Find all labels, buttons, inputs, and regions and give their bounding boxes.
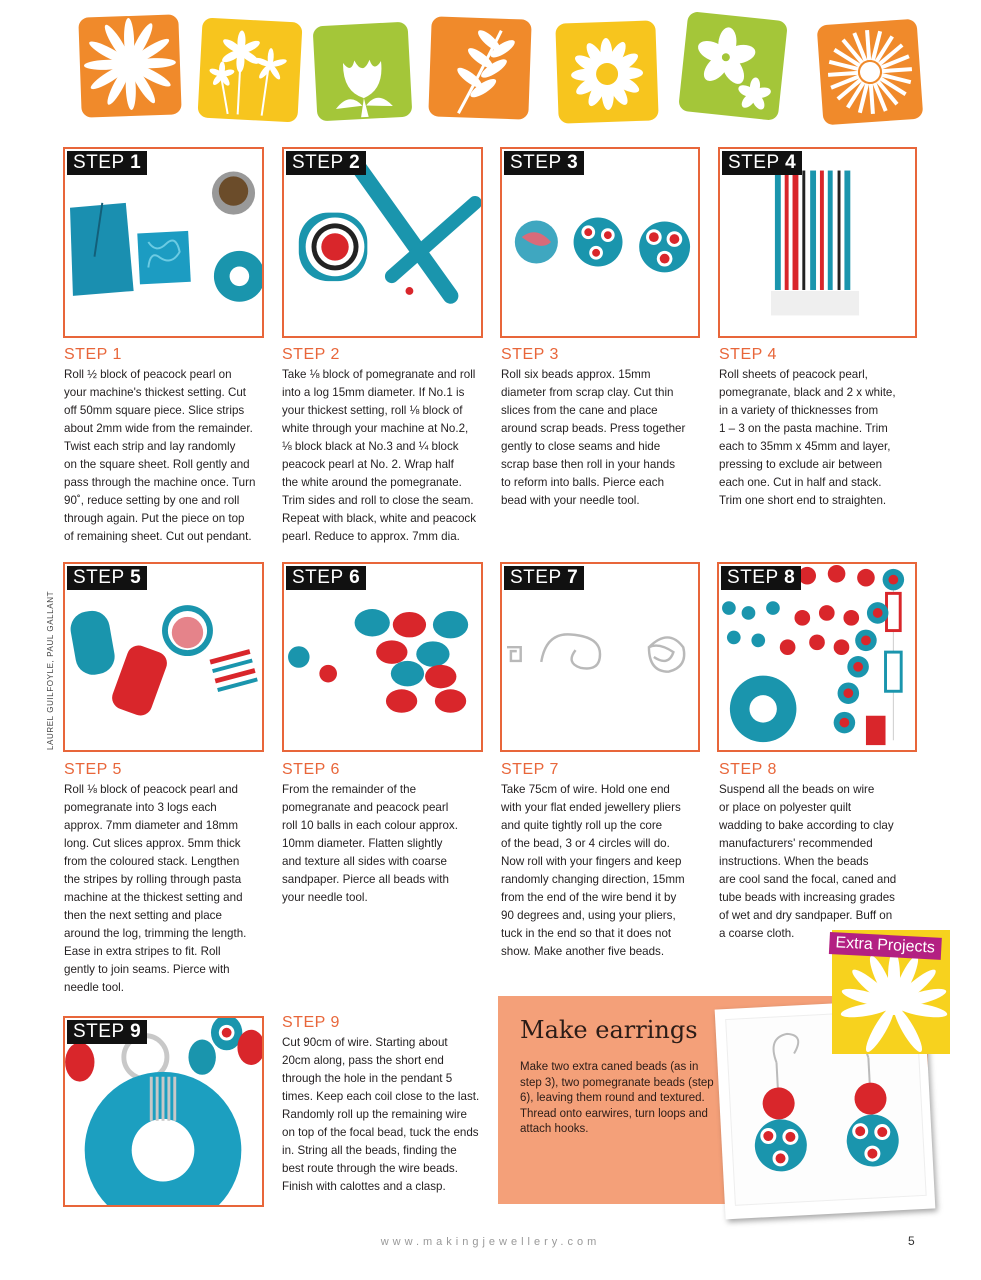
step-1-illustration bbox=[65, 149, 262, 336]
text-line: ⅛ block black at No.3 and ¼ block bbox=[282, 440, 459, 453]
text-line: Twist each strip and lay randomly bbox=[64, 440, 236, 453]
text-line: around scrap beads. Press together bbox=[501, 422, 686, 435]
text-line: tuck in the end so that it does not bbox=[501, 927, 672, 940]
step-3-tag: STEP 3 bbox=[504, 151, 584, 175]
daisy-icon bbox=[78, 14, 181, 117]
frangipani-icon bbox=[678, 11, 788, 121]
text-line: Roll sheets of peacock pearl, bbox=[719, 368, 868, 381]
step-4-photo bbox=[718, 147, 917, 338]
photo-credit: LAUREL GUILFOYLE, PAUL GALLANT bbox=[46, 590, 55, 750]
text-line: each to 35mm x 45mm and layer, bbox=[719, 440, 891, 453]
text-line: Roll ½ block of peacock pearl on bbox=[64, 368, 232, 381]
step-6-instructions bbox=[282, 781, 487, 907]
text-line: pressing to exclude air between bbox=[719, 458, 883, 471]
text-line: off 50mm square piece. Slice strips bbox=[64, 404, 245, 417]
extra-projects-label: Extra Projects bbox=[829, 932, 942, 960]
text-line: wadding to bake according to clay bbox=[719, 819, 894, 832]
step-5-illustration bbox=[65, 564, 262, 750]
text-line: Roll ⅛ block of peacock pearl and bbox=[64, 783, 239, 796]
tulip-icon bbox=[313, 22, 413, 122]
step-9-heading: STEP 9 bbox=[282, 1014, 340, 1031]
text-line: to reform into balls. Pierce each bbox=[501, 476, 665, 489]
step-5-instructions bbox=[64, 781, 269, 997]
text-line: roll 10 balls in each colour approx. bbox=[282, 819, 458, 832]
text-line: Roll six beads approx. 15mm bbox=[501, 368, 651, 381]
step-4-instructions bbox=[719, 366, 924, 510]
text-line: about 2mm wide from the remainder. bbox=[64, 422, 253, 435]
step-6-tag: STEP 6 bbox=[286, 566, 366, 590]
step-1-instructions bbox=[64, 366, 269, 546]
step-7-instructions bbox=[501, 781, 706, 961]
text-line: the stripes by rolling through pasta bbox=[64, 873, 242, 886]
text-line: Randomly roll up the remaining wire bbox=[282, 1108, 467, 1121]
step-3-instructions bbox=[501, 366, 706, 510]
step-9-instructions bbox=[282, 1034, 494, 1196]
step-1-heading: STEP 1 bbox=[64, 346, 122, 363]
text-line: through the hole in the pendant 5 bbox=[282, 1072, 453, 1085]
text-line: Now roll with your fingers and keep bbox=[501, 855, 682, 868]
text-line: white through your machine at No.2, bbox=[282, 422, 469, 435]
text-line: Repeat with black, white and peacock bbox=[282, 512, 476, 525]
leafy-branch-icon bbox=[428, 16, 531, 119]
text-line: peacock pearl at No. 2. Wrap half bbox=[282, 458, 454, 471]
text-line: pass through the machine once. Turn bbox=[64, 476, 256, 489]
text-line: and texture all sides with coarse bbox=[282, 855, 447, 868]
text-line: Take ⅛ block of pomegranate and roll bbox=[282, 368, 476, 381]
step-8-instructions bbox=[719, 781, 919, 943]
wildflowers-icon bbox=[197, 17, 302, 122]
text-line: of the bead, 3 or 4 circles will do. bbox=[501, 837, 670, 850]
text-line: your thickest setting, roll ⅛ block of bbox=[282, 404, 463, 417]
step-4-tag: STEP 4 bbox=[722, 151, 802, 175]
text-line: From the remainder of the bbox=[282, 783, 417, 796]
text-line: best route through the wire beads. bbox=[282, 1162, 458, 1175]
step-2-illustration bbox=[284, 149, 481, 336]
step-9-tag: STEP 9 bbox=[67, 1020, 147, 1044]
text-line: instructions. When the beads bbox=[719, 855, 869, 868]
text-line: sandpaper. Pierce all beads with bbox=[282, 873, 449, 886]
step-2-tag: STEP 2 bbox=[286, 151, 366, 175]
text-line: Trim one short end to straighten. bbox=[719, 494, 887, 507]
text-line: of wet and dry sandpaper. Buff on bbox=[719, 909, 893, 922]
step-7-photo bbox=[500, 562, 700, 752]
step-7-heading: STEP 7 bbox=[501, 761, 559, 778]
text-line: are cool sand the focal, caned and bbox=[719, 873, 897, 886]
text-line: the white around the pomegranate. bbox=[282, 476, 462, 489]
step-7-tag: STEP 7 bbox=[504, 566, 584, 590]
text-line: around the log, trimming the length. bbox=[64, 927, 247, 940]
step-5-heading: STEP 5 bbox=[64, 761, 122, 778]
text-line: a coarse cloth. bbox=[719, 927, 795, 940]
step-8-photo bbox=[717, 562, 917, 752]
text-line: Cut 90cm of wire. Starting about bbox=[282, 1036, 448, 1049]
text-line: 90 degrees and, using your pliers, bbox=[501, 909, 676, 922]
text-line: then the next setting and place bbox=[64, 909, 222, 922]
text-line: 20cm along, pass the short end bbox=[282, 1054, 444, 1067]
text-line: manufacturers' recommended bbox=[719, 837, 873, 850]
text-line: Trim sides and roll to close the seam. bbox=[282, 494, 474, 507]
text-line: machine at the thickest setting and bbox=[64, 891, 243, 904]
text-line: from the coloured stack. Lengthen bbox=[64, 855, 240, 868]
step-3-heading: STEP 3 bbox=[501, 346, 559, 363]
text-line: 90˚, reduce setting by one and roll bbox=[64, 494, 240, 507]
step-9-illustration bbox=[65, 1018, 262, 1205]
text-line: Take 75cm of wire. Hold one end bbox=[501, 783, 670, 796]
text-line: from the end of the wire bend it by bbox=[501, 891, 677, 904]
text-line: diameter from scrap clay. Cut thin bbox=[501, 386, 674, 399]
sunflower-icon bbox=[555, 20, 658, 123]
text-line: and quite tightly roll up the core bbox=[501, 819, 663, 832]
step-3-photo bbox=[500, 147, 700, 338]
text-line: of remaining sheet. Cut out pendant. bbox=[64, 530, 252, 543]
footer-website[interactable]: www.makingjewellery.com bbox=[380, 1236, 601, 1248]
text-line: approx. 7mm diameter and 18mm bbox=[64, 819, 238, 832]
extra-project-text: Make two extra caned beads (as in step 3), two pomegranate beads (step 6), leaving them round and textured. Thread onto earwires, turn loops and attach hooks. bbox=[520, 1061, 714, 1135]
text-line: Suspend all the beads on wire bbox=[719, 783, 875, 796]
text-line: 1 – 3 on the pasta machine. Trim bbox=[719, 422, 888, 435]
step-5-tag: STEP 5 bbox=[67, 566, 147, 590]
step-6-illustration bbox=[284, 564, 481, 750]
text-line: pomegranate and peacock pearl bbox=[282, 801, 449, 814]
text-line: gently to close seams and hide bbox=[501, 440, 661, 453]
text-line: times. Keep each coil close to the last. bbox=[282, 1090, 480, 1103]
text-line: on top of the focal bead, tuck the ends bbox=[282, 1126, 479, 1139]
text-line: randomly changing direction, 15mm bbox=[501, 873, 685, 886]
step-9-photo bbox=[63, 1016, 264, 1207]
step-4-heading: STEP 4 bbox=[719, 346, 777, 363]
step-2-photo bbox=[282, 147, 483, 338]
text-line: into a log 15mm diameter. If No.1 is bbox=[282, 386, 465, 399]
text-line: tube beads with increasing grades bbox=[719, 891, 895, 904]
text-line: gently to join seams. Pierce with bbox=[64, 963, 230, 976]
step-8-heading: STEP 8 bbox=[719, 761, 777, 778]
step-8-illustration bbox=[719, 564, 915, 750]
text-line: pearl. Reduce to approx. 7mm dia. bbox=[282, 530, 460, 543]
text-line: pomegranate, black and 2 x white, bbox=[719, 386, 896, 399]
text-line: long. Cut slices approx. 5mm thick bbox=[64, 837, 241, 850]
text-line: show. Make another five beads. bbox=[501, 945, 665, 958]
step-3-illustration bbox=[502, 149, 698, 336]
step-7-illustration bbox=[502, 564, 698, 750]
text-line: in a variety of thicknesses from bbox=[719, 404, 879, 417]
step-2-heading: STEP 2 bbox=[282, 346, 340, 363]
extra-project-title: Make earrings bbox=[520, 1016, 698, 1044]
text-line: through again. Put the piece on top bbox=[64, 512, 245, 525]
text-line: on the square sheet. Roll gently and bbox=[64, 458, 250, 471]
step-2-instructions bbox=[282, 366, 492, 546]
text-line: each one. Cut in half and stack. bbox=[719, 476, 882, 489]
step-8-tag: STEP 8 bbox=[721, 566, 801, 590]
text-line: your needle tool. bbox=[282, 891, 368, 904]
text-line: bead with your needle tool. bbox=[501, 494, 640, 507]
text-line: with your flat ended jewellery pliers bbox=[501, 801, 681, 814]
text-line: 10mm diameter. Flatten slightly bbox=[282, 837, 443, 850]
text-line: pomegranate into 3 logs each bbox=[64, 801, 217, 814]
header-flower-tiles bbox=[0, 0, 981, 140]
step-6-photo bbox=[282, 562, 483, 752]
step-4-illustration bbox=[720, 149, 915, 336]
gerbera-icon bbox=[817, 19, 924, 126]
step-1-photo bbox=[63, 147, 264, 338]
text-line: needle tool. bbox=[64, 981, 124, 994]
text-line: in. String all the beads, finding the bbox=[282, 1144, 457, 1157]
text-line: or place on polyester quilt bbox=[719, 801, 852, 814]
text-line: scrap base then roll in your hands bbox=[501, 458, 676, 471]
step-6-heading: STEP 6 bbox=[282, 761, 340, 778]
page-number: 5 bbox=[908, 1234, 915, 1248]
text-line: slices from the cane and place bbox=[501, 404, 658, 417]
step-5-photo bbox=[63, 562, 264, 752]
text-line: Ease in extra stripes to fit. Roll bbox=[64, 945, 221, 958]
step-1-tag: STEP 1 bbox=[67, 151, 147, 175]
text-line: Finish with calottes and a clasp. bbox=[282, 1180, 446, 1193]
text-line: your machine's thickest setting. Cut bbox=[64, 386, 246, 399]
